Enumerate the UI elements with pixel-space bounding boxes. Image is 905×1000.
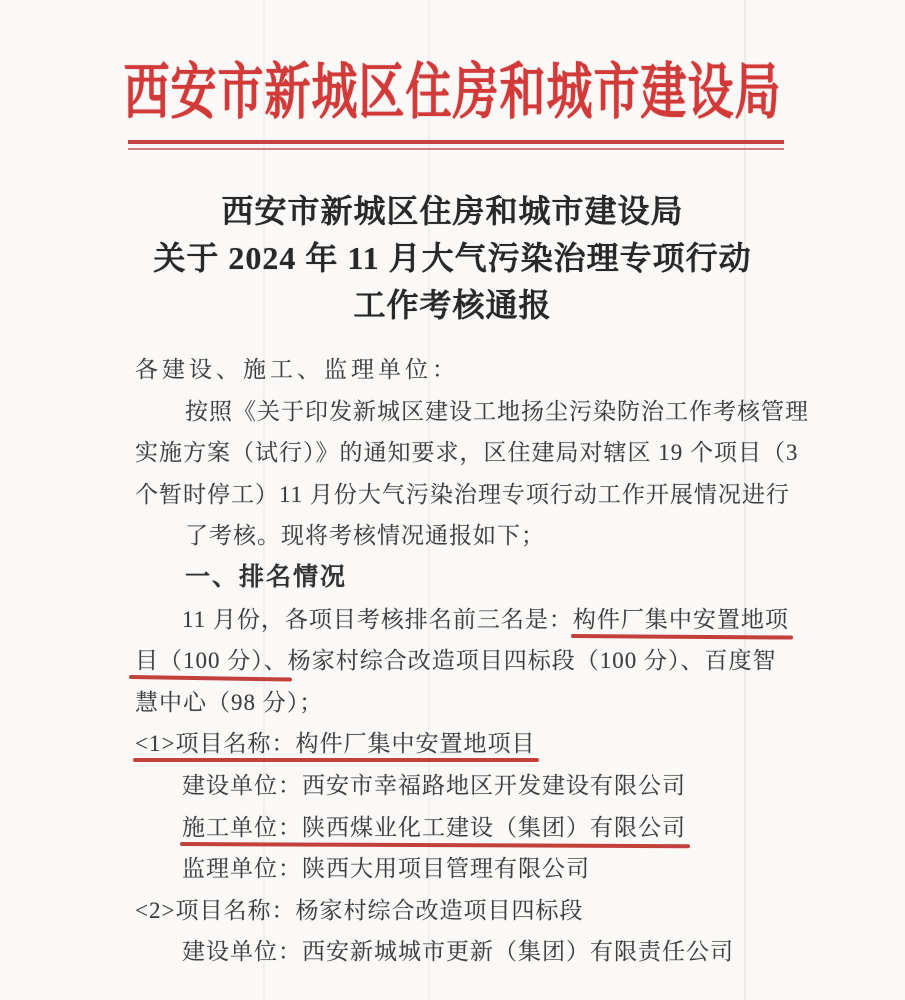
salutation-line: 各建设、施工、监理单位： — [135, 357, 459, 382]
paragraph-line: 个暂时停工）11 月份大气污染治理专项行动工作开展情况进行 — [135, 481, 790, 507]
red-underlined-text: 目（100 分）、 — [135, 648, 288, 674]
project2-builder-line: 建设单位：西安新城城市更新（集团）有限责任公司 — [182, 939, 734, 965]
red-underlined-text: 施工单位：陕西煤业化工建设（集团）有限公司 — [182, 814, 686, 840]
agency-letterhead: 西安市新城区住房和城市建设局 — [123, 58, 782, 126]
document-title — [0, 188, 905, 329]
paragraph-line: 了考核。现将考核情况通报如下； — [185, 523, 545, 549]
ranking-text: 11 月份，各项目考核排名前三名是： — [182, 606, 573, 632]
project1-constructor-line — [135, 807, 855, 849]
ranking-text: 杨家村综合改造项目四标段（100 分）、百度智 — [287, 648, 777, 674]
red-underlined-text: 构件厂集中安置地项 — [572, 606, 789, 632]
ranking-line-1 — [135, 599, 855, 641]
title-line-2: 关于 2024 年 11 月大气污染治理专项行动 — [153, 240, 752, 276]
title-line-1: 西安市新城区住房和城市建设局 — [221, 193, 684, 229]
project1-supervisor-line: 监理单位：陕西大用项目管理有限公司 — [182, 856, 590, 882]
project2-name-line: <2>项目名称：杨家村综合改造项目四标段 — [135, 897, 584, 923]
project1-builder-line: 建设单位：西安市幸福路地区开发建设有限公司 — [182, 772, 686, 798]
ranking-line-3: 慧中心（98 分）； — [135, 689, 324, 715]
red-underlined-text: <1>项目名称：构件厂集中安置地项目 — [135, 731, 536, 757]
document-body — [135, 349, 855, 973]
section-heading: 一、排名情况 — [185, 562, 348, 591]
ranking-line-2 — [135, 640, 855, 682]
letterhead-rule — [128, 140, 784, 150]
paragraph-line: 按照《关于印发新城区建设工地扬尘污染防治工作考核管理 — [185, 398, 809, 424]
project1-name-line — [135, 723, 855, 765]
paragraph-line: 实施方案（试行）》的通知要求，区住建局对辖区 19 个项目（3 — [135, 440, 799, 466]
title-line-3: 工作考核通报 — [353, 287, 552, 323]
letterhead-rule-thick — [128, 140, 784, 144]
letterhead-rule-thin — [128, 148, 784, 150]
